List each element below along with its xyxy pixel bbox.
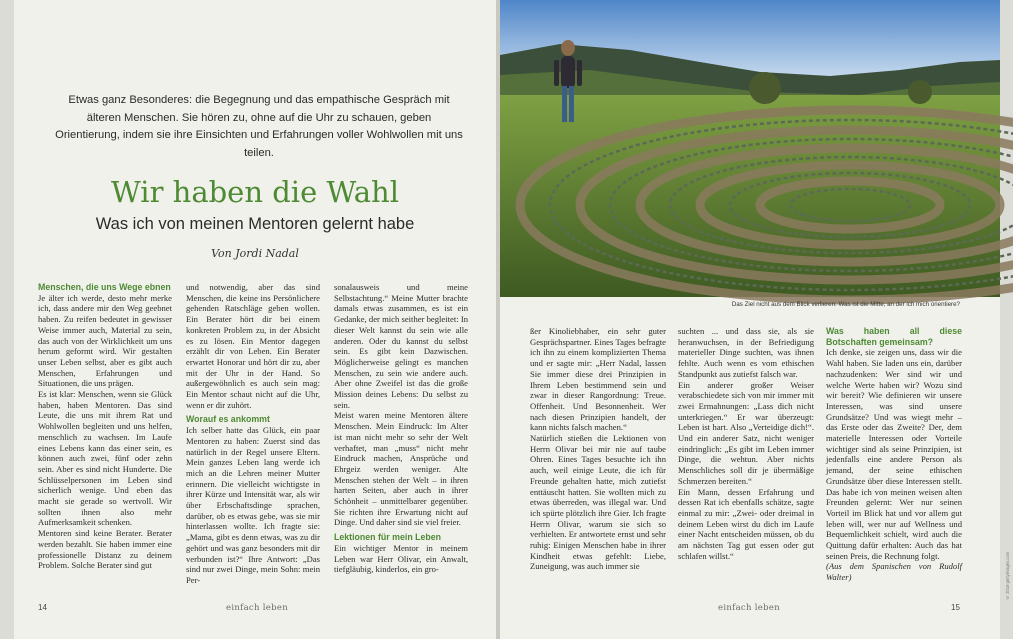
left-page — [14, 0, 496, 639]
author-byline: Von Jordi Nadal — [211, 247, 299, 260]
magazine-brand: einfach leben — [718, 603, 780, 613]
paragraph: Ein anderer großer Weiser verabschiedete sich von mir immer mit zwei Ermahnungen: „Lass dich nicht unterkriegen.“ Er war überzeugt: Leben ist hart. Also „Verteidige dich!“. Und ein anderer Satz, nicht weniger eindringlich: „Es gibt im Leben immer Dinge, die wehtun. Aber nichts Menschliches soll dir je übermäßige Schmerzen bereiten.“ — [678, 379, 814, 486]
page-number: 15 — [951, 603, 960, 612]
section-heading: Was haben all diese Botschaften gemeinsam? — [826, 326, 962, 347]
paragraph: Es ist klar: Menschen, wenn sie Glück haben, haben Mentoren. Das sind Leute, die uns mit ihrem Rat und Wohlwollen begleiten und uns helfen, menschlich zu wachsen. Im Laufe eines Lebens kann das einer sein, es können auch zwei, fünf oder zehn sein. Aber es sind nicht Hunderte. Die Schlüsselpersonen im Leben sind sicherlich wenige. Und eben das macht sie gerade so wertvoll. Wir sollten ihnen also mehr Aufmerksamkeit schenken. — [38, 389, 172, 528]
article-headline: Wir haben die Wahl — [111, 175, 399, 209]
section-heading: Worauf es ankommt — [186, 414, 270, 425]
text-column-4 — [530, 326, 666, 572]
page-number: 14 — [38, 603, 47, 612]
paragraph: Ein Mann, dessen Erfahrung und dessen Rat ich ebenfalls schätze, sagte einmal zu mir: „Zwei- oder dreimal in deinem Leben wirst du dich im Laufe einer Nacht entscheiden müssen, ob du am nächsten Tag gut essen oder gut schlafen willst.“ — [678, 486, 814, 561]
paragraph: Ich denke, sie zeigen uns, dass wir die Wahl haben. Sie laden uns ein, darüber nachzudenken: Wer sind wir und welche Werte haben wir? Wozu sind wir bereit? Wie definieren wir unsere Interessen, was sind unsere Grundsätze? Und was wiegt mehr – das Erste oder das Zweite? Der, dem materielle Interessen oder Vorteile wichtiger sind als seine Prinzipien, ist jedenfalls eine andere Person als jemand, der seine ethischen Grundsätze über diese Interessen stellt. Das habe ich von meinen weisen alten Freunden gelernt: Wer nur seinen Vorteil im Blick hat und vor allem gut leben will, wer nur auf Wellness und Bequemlichkeit schielt, wird auch die Quittung dafür erhalten: Auch das hat seinen Preis, die Rechnung folgt. — [826, 347, 962, 561]
paragraph: und notwendig, aber das sind Menschen, die keine ins Persönlichere gehenden Ratschläge geben wollen. Ein Berater hört dir bei einem konkreten Problem zu, in der Absicht es zu lösen. Ein Mentor dagegen erzählt dir von Leben. Ein Berater erwartet Honorar und hört dir zu, aber mit der Uhr in der Hand. So außergewöhnlich es auch sein mag: Ein Mentor schaut nicht auf die Uhr, wenn er dir zuhört. — [186, 282, 320, 410]
magazine-brand: einfach leben — [226, 603, 288, 613]
article-subheadline: Was ich von meinen Mentoren gelernt habe — [95, 215, 415, 233]
text-column-2 — [186, 282, 320, 586]
section-heading: Lektionen für mein Leben — [334, 532, 442, 543]
photo-credit: © 2019 gettyimages.com — [1005, 551, 1010, 600]
translator-credit: (Aus dem Spanischen von Rudolf Walter) — [826, 561, 962, 583]
paragraph: ßer Kinoliebhaber, ein sehr guter Gesprächspartner. Eines Tages befragte ich ihn zu einem komplizierten Thema und er sagte mir: „Herr Nadal, lassen Sie immer diese drei Prinzipien in Ihrem Leben bestimmend sein und zwar in dieser Rangordnung: Treue. Offenheit. Und Besonnenheit. Wer nach diesen Prinzipien handelt, der kann nichts falsch machen.“ — [530, 326, 666, 433]
labyrinth-photo — [500, 0, 1000, 297]
paragraph: sonalausweis und meine Selbstachtung.“ Meine Mutter brachte damals etwas zusammen, es ist ein Gedanke, der mich seither begleitet: In dieser Welt kannst du sein wie alle anderen. Oder du kannst du selbst sein. Es gibt kein Dazwischen. Möglicherweise gelingt es manchen Menschen, zu sein wie andere auch. Aber ohne Zweifel ist das die große Mission deines Lebens: Du selbst zu sein. — [334, 282, 468, 410]
lead-paragraph: Etwas ganz Besonderes: die Begegnung und das empathische Gespräch mit älteren Menschen. Sie hören zu, ohne auf die Uhr zu schauen, geben Orientierung, indem sie ihre Einsichten und Erfahrungen voller Wohlwollen mit uns teilen. — [55, 94, 463, 159]
paragraph: Mentoren sind keine Berater. Berater werden bezahlt. Sie haben immer eine professionelle Distanz zu deinem Problem. Solche Berater sind gut — [38, 528, 172, 571]
text-column-1 — [38, 282, 172, 571]
paragraph: Meist waren meine Mentoren ältere Menschen. Mein Eindruck: Im Alter ist man nicht mehr so sehr der Welt verhaftet, man „muss“ nicht mehr Eindruck machen, Ansprüche und Ehrgeiz werden weniger. Alte Menschen stehen der Welt – in ihren harten Seiten, aber auch in ihrer Schönheit – unmittelbarer gegenüber. Sie richten ihre Erwartung nicht auf Dinge. Und daher sind sie viel freier. — [334, 410, 468, 528]
section-heading: Menschen, die uns Wege ebnen — [38, 282, 171, 292]
paragraph: Ich selber hatte das Glück, ein paar Mentoren zu haben: Zuerst sind das natürlich in der Regel unsere Eltern. Mein ganzes Leben lang werde ich mich an die Lehren meiner Mutter erinnern. Die vielleicht wichtigste in ihrer Kürze und Intensität war, als wir über Erbschaftsdinge sprachen, darüber, ob es etwas gebe, was sie mir hinterlassen wollte. Ich fragte sie: „Mama, gibt es denn etwas, was zu dir gehört und was ganz besonders mit dir verbunden ist?“ Ihre Antwort: „Das sind nur zwei Dinge, mein Sohn: mein Per- — [186, 425, 320, 585]
paragraph: Natürlich stießen die Lektionen von Herrn Olivar bei mir nie auf taube Ohren. Eines Tages besuchte ich ihn auch, weil einige Leute, die ich für Freunde gehalten hatte, mich zutiefst enttäuscht hatten. Sie wollten mich zu etwas überreden, was illegal war. Und ich spürte plötzlich ihre Gier. Ich fragte Herrn Olivar, warum sie sich so verhielten. Er antwortete ernst und sehr ruhig: Einigen Menschen habe in ihrer Kindheit etwas gefehlt: Liebe, Zuneigung, was auch immer sie — [530, 433, 666, 572]
paragraph: Ein wichtiger Mentor in meinem Leben war Herr Olivar, ein Anwalt, tiefgläubig, kinderlos, ein gro- — [334, 542, 468, 575]
paragraph: suchten ... und dass sie, als sie heranwuchsen, in der Befriedigung materieller Dinge suchten, was ihnen fehlte. Auch wenn es vom ethischen Standpunkt aus zutiefst falsch war. — [678, 326, 814, 379]
text-column-5 — [678, 326, 814, 561]
right-page — [500, 0, 1010, 639]
photo-caption: Das Ziel nicht aus dem Blick verlieren: Was ist die Mitte, an der ich mich orientiere? — [731, 301, 960, 308]
text-column-6 — [826, 326, 962, 583]
text-column-3 — [334, 282, 468, 575]
paragraph: Je älter ich werde, desto mehr merke ich, dass andere mir den Weg geebnet haben. Zu reifen bedeutet in gewisser Weise immer auch, Material zu sein, das auch von der Wirklichkeit um uns herum geformt wird. Wir gestalten unser Leben selbst, aber es gibt auch Menschen, Erfahrungen und Situationen, die uns prägen. — [38, 292, 172, 389]
